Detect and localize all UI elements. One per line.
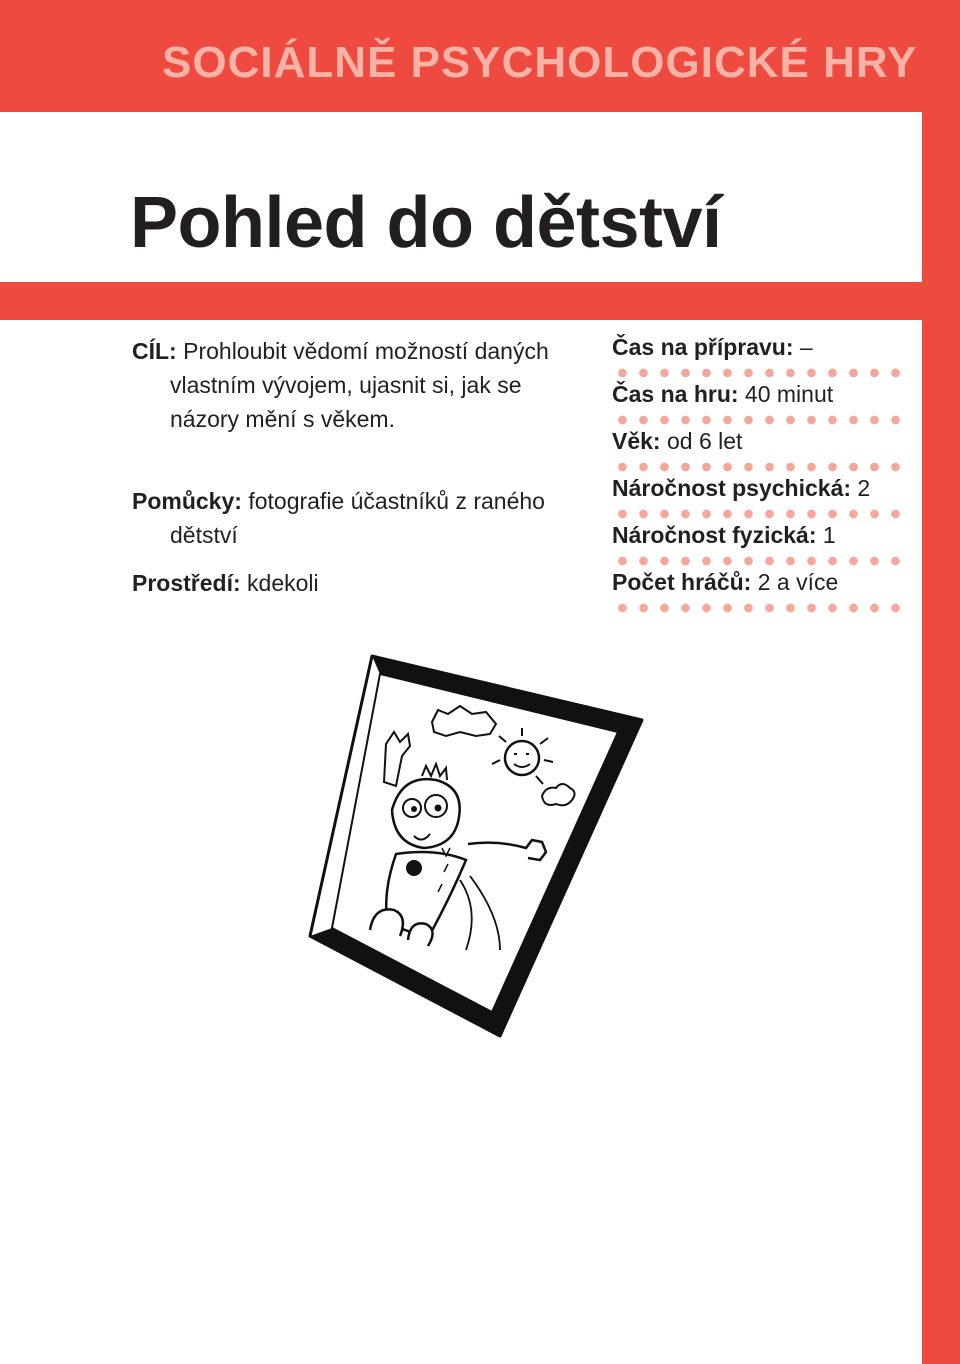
- info-row-physical-difficulty: [612, 518, 912, 565]
- goal-paragraph: [132, 334, 592, 436]
- info-row-age: [612, 424, 912, 471]
- goal-label: CÍL:: [132, 338, 177, 364]
- info-row-psychological-difficulty: [612, 471, 912, 518]
- tools-label: Pomůcky:: [132, 488, 242, 514]
- framed-baby-photo-icon: [300, 640, 660, 1055]
- side-strip: [922, 0, 960, 1364]
- info-label: Náročnost psychická:: [612, 475, 852, 501]
- environment-paragraph: [132, 566, 592, 600]
- info-value: 1: [822, 522, 836, 548]
- info-row-players: [612, 565, 912, 612]
- page-title: Pohled do dětství: [130, 183, 722, 263]
- environment-text: kdekoli: [247, 570, 319, 596]
- info-value: od 6 let: [666, 428, 743, 454]
- info-label: Věk:: [612, 428, 661, 454]
- info-label: Čas na přípravu:: [612, 334, 794, 360]
- info-row-preparation: [612, 330, 912, 377]
- environment-label: Prostředí:: [132, 570, 241, 596]
- info-column: [612, 330, 912, 612]
- category-label: SEBEPOJETÍ: [765, 288, 902, 311]
- series-title: SOCIÁLNĚ PSYCHOLOGICKÉ HRY: [162, 38, 918, 87]
- info-value: 2: [857, 475, 871, 501]
- tools-paragraph: [132, 484, 592, 552]
- goal-text: Prohloubit vědomí možností daných vlastním vývojem, ujasnit si, jak se názory mění s věkem.: [170, 338, 549, 432]
- info-value: 40 minut: [744, 381, 834, 407]
- info-label: Počet hráčů:: [612, 569, 752, 595]
- tools-text: fotografie účastníků z raného dětství: [170, 488, 545, 548]
- info-label: Čas na hru:: [612, 381, 739, 407]
- description-column: [132, 334, 592, 600]
- info-value: 2 a více: [757, 569, 839, 595]
- dotted-divider: [612, 602, 906, 614]
- info-value: –: [799, 334, 813, 360]
- info-row-duration: [612, 377, 912, 424]
- info-label: Náročnost fyzická:: [612, 522, 817, 548]
